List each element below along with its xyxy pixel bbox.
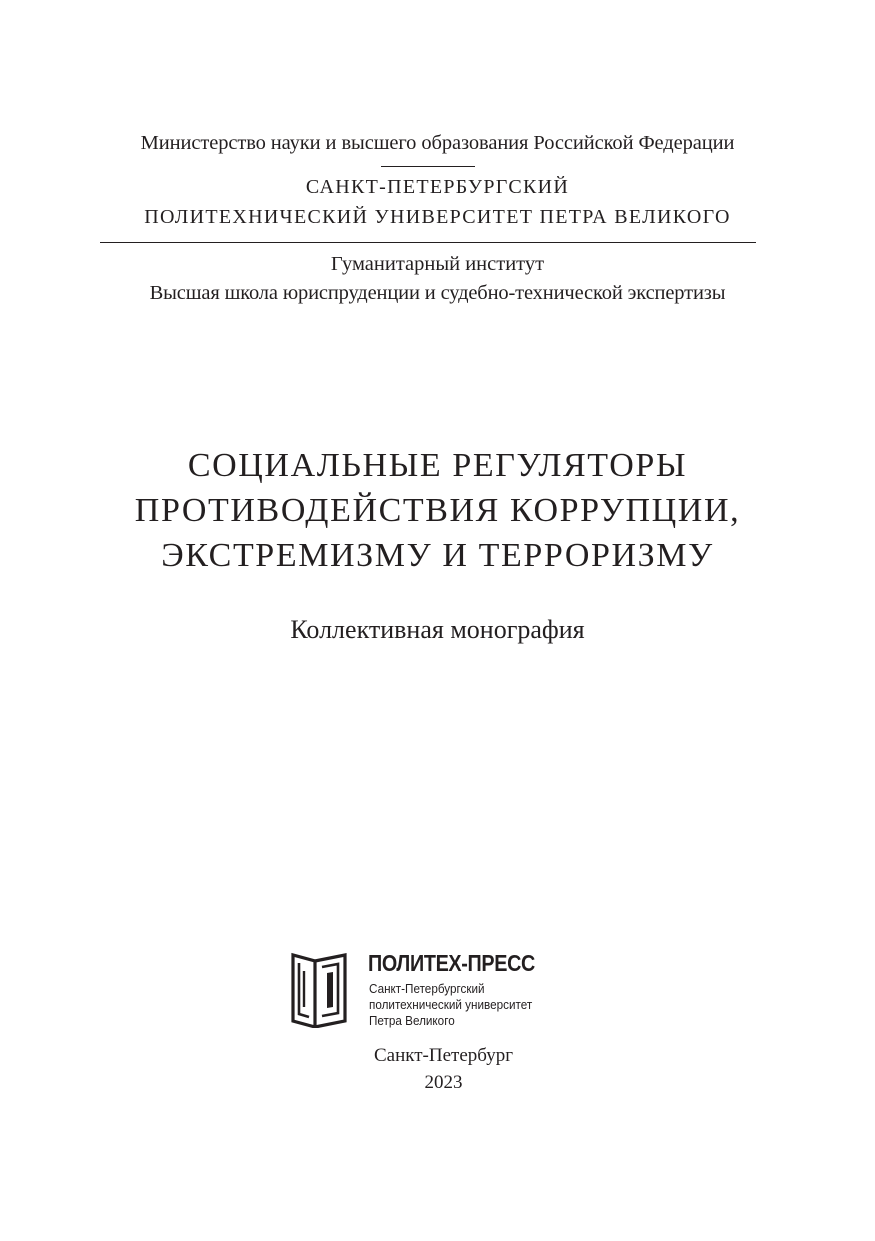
ministry-name: Министерство науки и высшего образования Российской Федерации [140,132,735,154]
book-subtitle: Коллективная монография [290,615,585,644]
long-divider [100,242,756,243]
book-title-line-1: СОЦИАЛЬНЫЕ РЕГУЛЯТОРЫ [187,447,688,484]
short-divider [381,166,475,167]
university-name-line-2: ПОЛИТЕХНИЧЕСКИЙ УНИВЕРСИТЕТ ПЕТРА ВЕЛИКОГО [144,206,731,228]
imprint-year: 2023 [424,1072,463,1093]
school-name: Высшая школа юриспруденции и судебно-технической экспертизы [149,282,726,304]
publisher-line-2: политехнический университет [369,997,533,1012]
publisher-name: ПОЛИТЕХ-ПРЕСС [368,950,535,976]
publisher-line-3: Петра Великого [369,1013,455,1028]
university-name-line-1: САНКТ-ПЕТЕРБУРГСКИЙ [305,176,570,198]
imprint-city: Санкт-Петербург [373,1045,513,1066]
book-title-line-3: ЭКСТРЕМИЗМУ И ТЕРРОРИЗМУ [161,537,714,574]
institute-name: Гуманитарный институт [330,253,545,275]
book-title-line-2: ПРОТИВОДЕЙСТВИЯ КОРРУПЦИИ, [134,492,741,529]
publisher-line-1: Санкт-Петербургский [369,981,485,996]
book-logo-icon [289,950,349,1028]
